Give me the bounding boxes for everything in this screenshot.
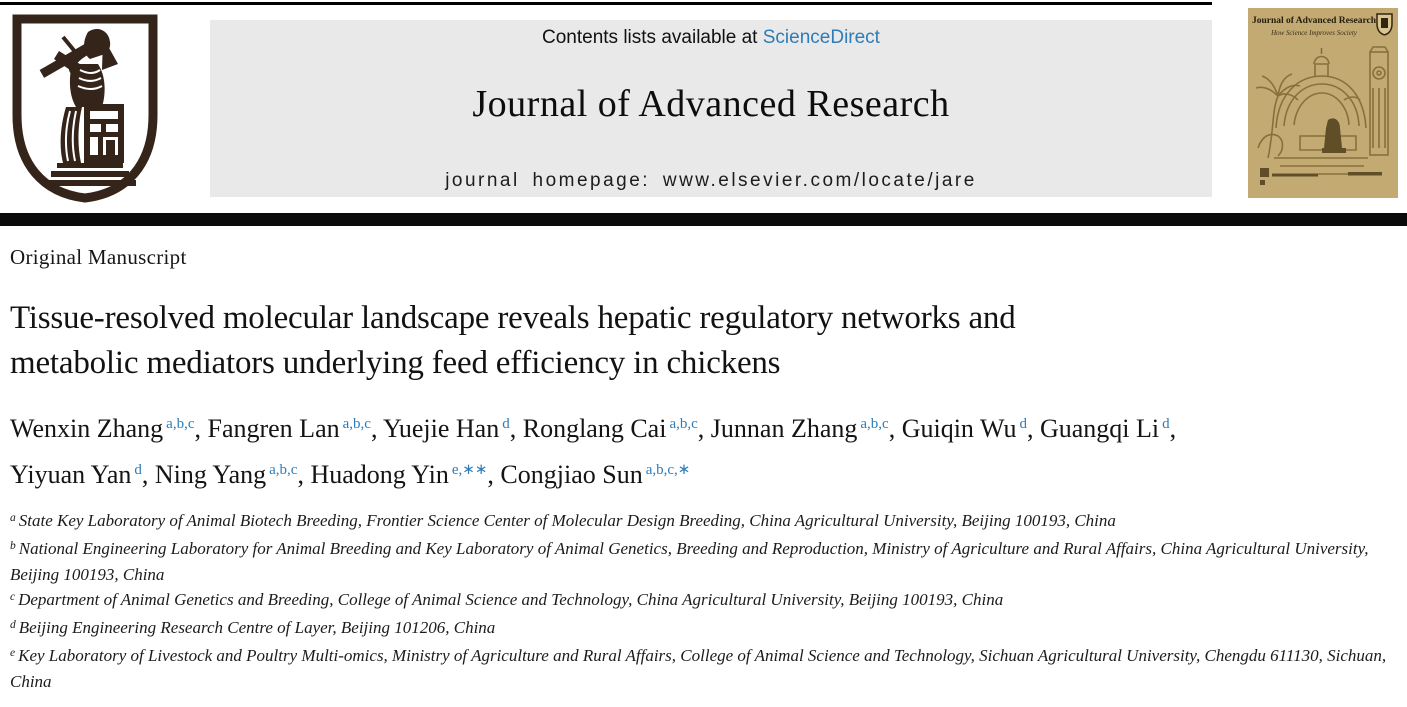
author-affiliation-sup: a,b,c [860, 416, 889, 432]
author [1040, 414, 1176, 443]
contents-line [210, 27, 1212, 49]
cover-title: Journal of Advanced Research [1251, 16, 1377, 26]
author [155, 460, 311, 489]
journal-cover-thumbnail[interactable] [1248, 8, 1398, 198]
article-title: Tissue-resolved molecular landscape reveals hepatic regulatory networks and metabolic mediators underlying feed efficiency in chickens [10, 300, 1016, 381]
author-affiliation-sup: a,b,c [669, 416, 698, 432]
author [711, 414, 902, 443]
affiliation-sup: a [10, 512, 16, 524]
author-name: Fangren Lan [207, 414, 340, 443]
author-separator: , [370, 414, 383, 443]
journal-homepage-link[interactable]: journal homepage: www.elsevier.com/locate/jare [445, 170, 977, 191]
author [10, 414, 207, 443]
author-name: Huadong Yin [310, 460, 449, 489]
journal-title: Journal of Advanced Research [472, 83, 950, 125]
author [10, 460, 155, 489]
contents-line-text: Contents lists available at [542, 27, 763, 48]
author-affiliation-sup: a,b,c,∗ [645, 462, 691, 478]
top-rule [0, 2, 1212, 5]
author-name: Ronglang Cai [522, 414, 667, 443]
author-name: Ning Yang [154, 460, 267, 489]
affiliation-item [10, 616, 1400, 642]
affiliation-item [10, 588, 1400, 614]
author-separator: , [888, 414, 902, 443]
affiliations-list [10, 509, 1400, 693]
author-separator: , [697, 414, 711, 443]
affiliation-text: State Key Laboratory of Animal Biotech Breeding, Frontier Science Center of Molecular Design Breeding, China Agricultural University, Beijing 100193, China [18, 511, 1116, 530]
author-affiliation-sup: a,b,c [166, 416, 195, 432]
affiliation-sup: b [10, 540, 16, 552]
author-affiliation-sup: d [134, 462, 142, 478]
author-affiliation-sup: d [1162, 416, 1170, 432]
author-name: Yuejie Han [382, 414, 500, 443]
affiliation-text: Key Laboratory of Livestock and Poultry Multi-omics, Ministry of Agriculture and Rural Affairs, College of Animal Science and Technology, Sichuan Agricultural University, Chengdu 611130, Sichuan, China [10, 646, 1387, 691]
journal-header-box [210, 20, 1212, 197]
author-name: Guangqi Li [1039, 414, 1160, 443]
author [500, 460, 690, 489]
author [310, 460, 500, 489]
affiliation-item [10, 509, 1400, 535]
author-name: Yiyuan Yan [10, 460, 132, 489]
author-affiliation-sup: e,∗∗ [451, 462, 488, 478]
affiliation-text: Beijing Engineering Research Centre of Layer, Beijing 101206, China [18, 618, 496, 637]
article-header [10, 245, 1400, 695]
affiliation-sup: e [10, 647, 16, 659]
author [902, 414, 1040, 443]
author [523, 414, 711, 443]
author-affiliation-sup: a,b,c [342, 416, 371, 432]
author-affiliation-sup: a,b,c [269, 462, 298, 478]
sciencedirect-link[interactable]: ScienceDirect [762, 27, 880, 48]
author-separator: , [487, 460, 501, 489]
author-separator: , [141, 460, 155, 489]
author-affiliation-sup: d [1019, 416, 1027, 432]
cairo-university-logo-icon [10, 12, 160, 205]
author-name: Congjiao Sun [500, 460, 643, 489]
affiliation-sup: c [10, 591, 16, 603]
affiliation-item [10, 644, 1400, 693]
affiliation-text: Department of Animal Genetics and Breeding, College of Animal Science and Technology, China Agricultural University, Beijing 100193, China [18, 590, 1004, 609]
author-separator: , [297, 460, 311, 489]
author-name: Guiqin Wu [901, 414, 1017, 443]
author-separator: , [509, 414, 523, 443]
author [207, 414, 383, 443]
affiliation-item [10, 537, 1400, 586]
author [383, 414, 523, 443]
author-separator: , [1026, 414, 1040, 443]
affiliation-sup: d [10, 619, 16, 631]
authors-line [10, 408, 1200, 500]
author-affiliation-sup: d [502, 416, 510, 432]
author-separator: , [194, 414, 208, 443]
affiliation-text: National Engineering Laboratory for Animal Breeding and Key Laboratory of Animal Genetics, Breeding and Reproduction, Ministry of Agriculture and Rural Affairs, China Agricultural University, Beijing 100193, China [10, 539, 1369, 584]
cover-subtitle: How Science Improves Society [1271, 29, 1357, 37]
author-separator: , [1169, 414, 1177, 443]
article-type-label: Original Manuscript [10, 245, 187, 269]
author-name: Wenxin Zhang [10, 414, 164, 443]
author-name: Junnan Zhang [710, 414, 858, 443]
separator-bar [0, 213, 1407, 226]
shield-scribe-icon [10, 12, 160, 205]
